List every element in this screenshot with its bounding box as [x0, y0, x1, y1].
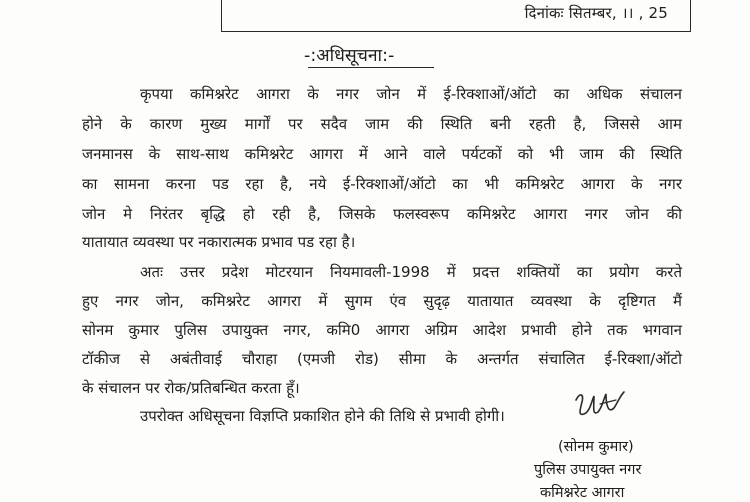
paragraph2-line: हुए नगर जोन, कमिश्नरेट आगरा में सुगम एंव सुदृढ़ यातायात व्यवस्था के दृष्टिगत मैं: [82, 292, 682, 310]
paragraph1-line: यातायात व्यवस्था पर नकारात्मक प्रभाव पड रहा है।: [82, 233, 356, 251]
paragraph2-line: अतः उत्तर प्रदेश मोटरयान नियमावली-1998 में प्रदत्त शक्तियों का प्रयोग करते: [140, 263, 682, 281]
handwritten-signature: [570, 386, 630, 422]
date-line: दिनांकः सितम्बर, ।। , 25: [524, 4, 668, 22]
signatory-designation: पुलिस उपायुक्त नगर: [534, 462, 642, 478]
date-box: [221, 0, 691, 32]
paragraph1-line: कृपया कमिश्नरेट आगरा के नगर जोन में ई-रिक्शाओं/ऑटो का अधिक संचालन: [140, 85, 682, 103]
paragraph1-line: जोन मे निरंतर बृद्धि हो रही है, जिसके फलस्वरूप कमिश्नरेट आगरा नगर जोन की: [82, 205, 682, 223]
paragraph1-line: का सामना करना पड रहा है, नये ई-रिक्शाओं/ऑटो का भी कमिश्नरेट आगरा के नगर: [82, 175, 682, 193]
paragraph3-line: उपरोक्त अधिसूचना विज्ञप्ति प्रकाशित होने की तिथि से प्रभावी होगी।: [140, 407, 505, 425]
paragraph2-line: सोनम कुमार पुलिस उपायुक्त नगर, कमि0 आगरा अग्रिम आदेश प्रभावी होने तक भगवान: [82, 321, 682, 339]
signatory-office: कमिश्नरेट आगरा: [540, 485, 625, 501]
title-underline: [308, 67, 434, 68]
paragraph1-line: जनमानस के साथ-साथ कमिश्नरेट आगरा में आने वाले पर्यटकों को भी जाम की स्थिति: [82, 145, 682, 163]
paragraph1-line: होने के कारण मुख्य मार्गों पर सदैव जाम की स्थिति बनी रहती है, जिससे आम: [82, 115, 682, 133]
notice-title: -:अधिसूचना:-: [304, 46, 395, 66]
paragraph2-line: के संचालन पर रोक/प्रतिबन्धित करता हूँ।: [82, 379, 300, 397]
signatory-name: (सोनम कुमार): [558, 439, 634, 455]
paragraph2-line: टॉकीज से अबंतीवाई चौराहा (एमजी रोड) सीमा के अन्तर्गत संचालित ई-रिक्शा/ऑटो: [82, 350, 682, 368]
